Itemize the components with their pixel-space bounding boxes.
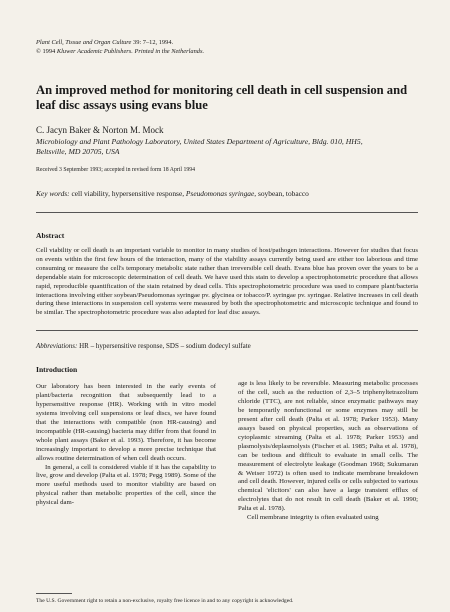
- journal-copyright-line: [36, 48, 204, 57]
- keywords-label: Key words:: [36, 189, 70, 198]
- abstract-heading: Abstract: [36, 231, 65, 240]
- received-dates: Received 3 September 1993; accepted in revised form 18 April 1994: [36, 167, 196, 173]
- copyright-year: © 1994: [36, 47, 56, 55]
- intro-paragraph-4: Cell membrane integrity is often evaluated using: [247, 514, 379, 522]
- keywords-text-1: cell viability, hypersensitive response,: [69, 189, 186, 198]
- abbreviations-label: Abbreviations:: [36, 342, 78, 350]
- copyright-footnote: The U.S. Government right to retain a non-exclusive, royalty free licence in and to any copyright is acknowledged.: [36, 598, 294, 604]
- abbreviations-text: HR – hypersensitive response, SDS – sodium dodecyl sulfate: [77, 342, 251, 350]
- journal-citation-line: [36, 39, 204, 48]
- column-left: [36, 366, 216, 508]
- journal-volume-pages: 39: 7–12, 1994.: [133, 39, 174, 46]
- article-title: An improved method for monitoring cell death in cell suspension and leaf disc assays using evans blue: [36, 83, 408, 112]
- intro-paragraph-3: age is less likely to be reversible. Measuring metabolic processes of the cell, such as the reduction of 2,3–5 triphenyltetrazolium chloride (TTC), are not reliable, since enzymatic pathways may be temporarily nonfunctional or some enzymes may still be present after cell death (Palta et al. 1978; Parker 1953). Many assays based on physical properties, such as observations of cytoplasmic streaming (Palta et al. 1978; Parker 1953) and plasmolysis/deplasmolysis (Fischer et al. 1985; Palta et al. 1978), can be tedious and difficult to evaluate in small cells. The measurement of electrolyte leakage (Goodman 1968; Sukumaran & Weiser 1972) is often used to indicate membrane breakdown and cell death. However, injured cells or cells subjected to various chemical 'elicitors' can also have a large transient efflux of electrolytes that do not result in cell death (Baker et al. 1990; Palta et al. 1978).: [238, 380, 418, 513]
- article-authors: C. Jacyn Baker & Norton M. Mock: [36, 125, 164, 135]
- publisher: Kluwer Academic Publishers. Printed in the Netherlands.: [56, 47, 205, 55]
- journal-header: [36, 39, 204, 56]
- abstract-body: [36, 247, 418, 318]
- column-right: [238, 380, 418, 523]
- abstract-text: Cell viability or cell death is an important variable to monitor in many studies of host/pathogen interactions. However for studies that focus on events within the first few hours of the interaction, many of the viability assays currently being used are either too laborious and time consuming or measure the cell's temporary metabolic state rather than irreversible cell death. Evans blue has proven over the years to be a dependable stain for microscopic determination of cell death. We have used this stain to develop a spectrophotometric procedure that allows rapid, reproducible quantification of the stain retained by dead cells. This spectrophotometric procedure was used to compare plant/bacteria interactions involving either soybean/Pseudomonas syringae pv. glycinea or tobacco/P. syringae pv. syringae. Relative increases in cell death during these interactions in suspension cell systems were measured by both the spectrophotometric and microscopic technique and found to be similar. The spectrophotometric procedure was also adapted for leaf disc assays.: [36, 247, 418, 317]
- introduction-heading: Introduction: [36, 365, 78, 374]
- author-affiliation: [36, 137, 426, 157]
- keywords-species: Pseudomonas syringae: [185, 189, 255, 198]
- journal-name: Plant Cell, Tissue and Organ Culture: [36, 39, 132, 46]
- keywords: [36, 189, 426, 198]
- divider-top: [36, 212, 418, 213]
- intro-paragraph-2: In general, a cell is considered viable if it has the capability to live, grow and develop (Palta et al. 1978; Pegg 1989). Some of the more useful methods used to monitor viability are based on physical rather than metabolic properties of the cell, since the physical dam-: [36, 463, 216, 507]
- keywords-text-2: , soybean, tobacco: [254, 189, 309, 198]
- affiliation-line-1: Microbiology and Plant Pathology Laboratory, United States Department of Agriculture, Bldg. 010, HH5,: [36, 137, 363, 146]
- intro-paragraph-1: Our laboratory has been interested in the early events of plant/bacteria recognition that subsequently lead to a hypersensitive response (HR). Working with in vitro model systems involving cell suspensions or leaf discs, we have found that the interactions with compatible (non HR-causing) and incompatible (HR-causing) bacteria may differ from that found in whole plant assays (Baker et al. 1993). Therefore, it has become increasingly important to develop a more precise technique that allows routine determination of when cell death occurs.: [36, 382, 216, 462]
- abbreviations: [36, 342, 418, 351]
- affiliation-line-2: Beltsville, MD 20705, USA: [36, 147, 120, 156]
- footnote-divider: [36, 593, 72, 594]
- divider-abstract: [36, 330, 418, 331]
